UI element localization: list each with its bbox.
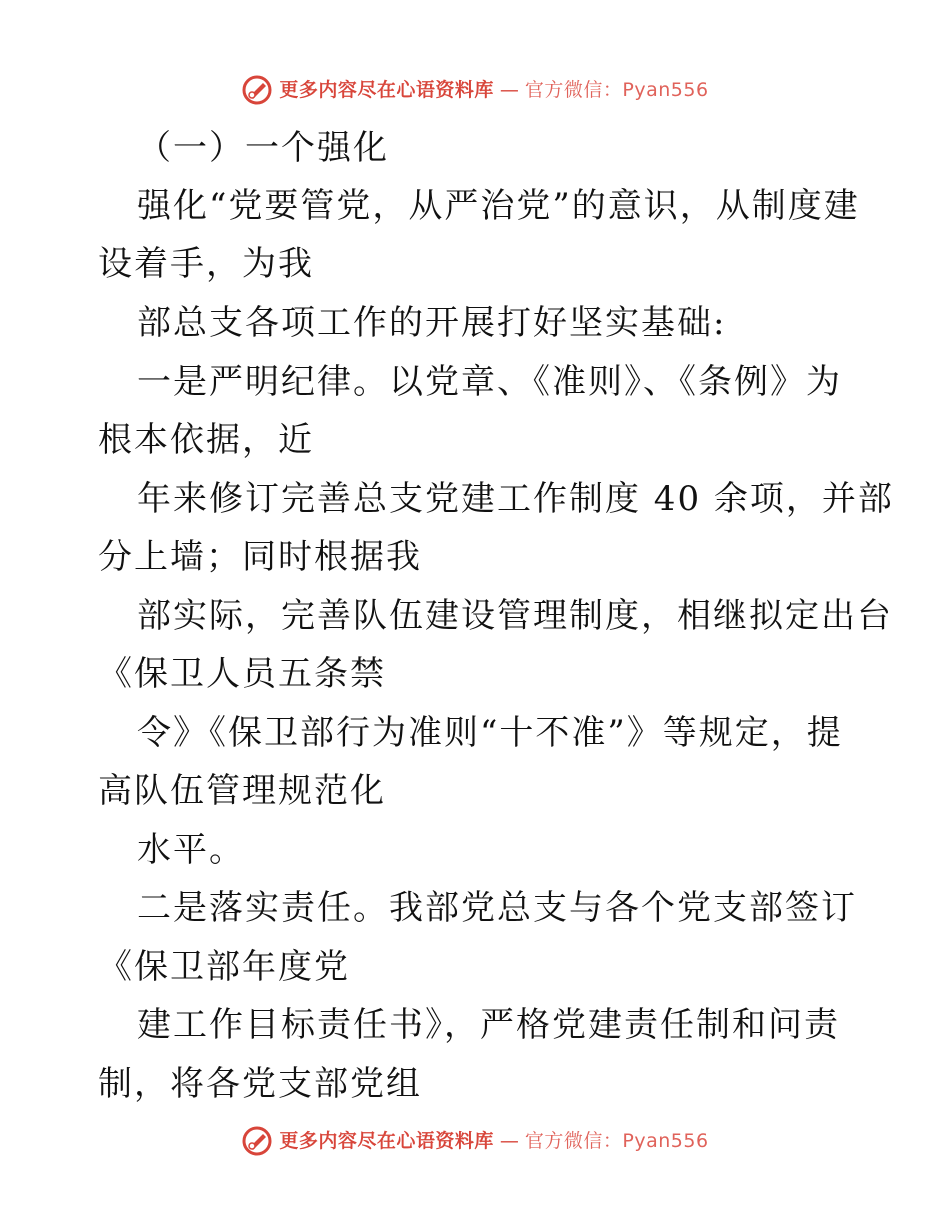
paragraph-line: 二是落实责任。我部党总支与各个党支部签订 xyxy=(137,888,857,928)
header-watermark xyxy=(0,74,950,106)
watermark-contact-text: 官方微信：Pyan556 xyxy=(524,79,709,101)
red-quill-logo-icon xyxy=(241,74,273,106)
paragraph-line: 令》《保卫部行为准则“十不准”》等规定，提 xyxy=(137,713,843,753)
watermark-contact-text: 官方微信：Pyan556 xyxy=(524,1130,709,1152)
paragraph-line: 根本依据，近 xyxy=(98,420,314,460)
paragraph-line: 分上墙；同时根据我 xyxy=(98,537,422,577)
paragraph-line: 《保卫部年度党 xyxy=(98,947,350,987)
paragraph-line: 建工作目标责任书》，严格党建责任制和问责 xyxy=(137,1005,840,1045)
section-heading: （一）一个强化 xyxy=(137,128,389,168)
watermark-separator: — xyxy=(499,1130,519,1152)
footer-watermark xyxy=(0,1125,950,1157)
watermark-site-text: 更多内容尽在心语资料库 xyxy=(279,79,494,101)
red-quill-logo-icon xyxy=(241,1125,273,1157)
paragraph-line: 设着手，为我 xyxy=(98,244,314,284)
watermark-site-text: 更多内容尽在心语资料库 xyxy=(279,1130,494,1152)
paragraph-line: 水平。 xyxy=(137,830,245,870)
paragraph-line: 高队伍管理规范化 xyxy=(98,771,386,811)
paragraph-line: 《保卫人员五条禁 xyxy=(98,654,386,694)
paragraph-line: 制，将各党支部党组 xyxy=(98,1064,422,1104)
paragraph-line: 年来修订完善总支党建工作制度 40 余项，并部 xyxy=(137,479,894,519)
paragraph-line: 一是严明纪律。以党章、《准则》、《条例》为 xyxy=(137,362,842,402)
watermark-separator: — xyxy=(499,79,519,101)
paragraph-line: 部总支各项工作的开展打好坚实基础: xyxy=(137,303,727,343)
paragraph-line: 强化“党要管党，从严治党”的意识，从制度建 xyxy=(137,186,860,226)
paragraph-line: 部实际，完善队伍建设管理制度，相继拟定出台 xyxy=(137,596,893,636)
